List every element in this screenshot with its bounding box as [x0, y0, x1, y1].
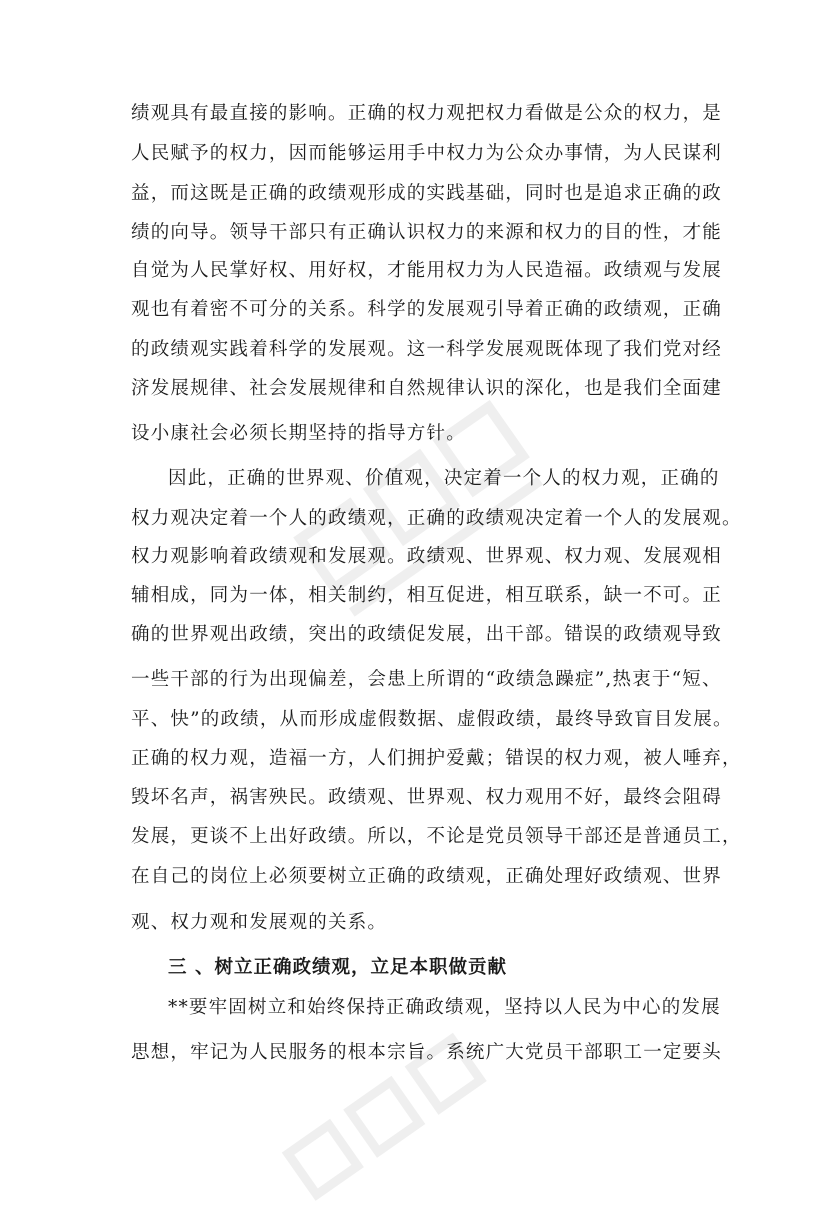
paragraph2-line-8: 正确的权力观，造福一方，人们拥护爱戴；错误的权力观，被人唾弃， — [131, 748, 742, 769]
paragraph2-line-5: 确的世界观出政绩，突出的政绩促发展，出干部。错误的政绩观导致 — [131, 624, 723, 645]
paragraph1-line-5: 自觉为人民掌好权、用好权，才能用权力为人民造福。政绩观与发展 — [131, 260, 723, 281]
paragraph2-line-7: 平、快”的政绩，从而形成虚假数据、虚假政绩，最终导致盲目发展。 — [131, 709, 733, 730]
paragraph1-line-4: 绩的向导。领导干部只有正确认识权力的来源和权力的目的性，才能 — [131, 222, 723, 243]
paragraph1-line-9: 设小康社会必须长期坚持的指导方针。 — [131, 423, 466, 444]
section3-line-2: 思想，牢记为人民服务的根本宗旨。系统广大党员干部职工一定要头 — [131, 1042, 723, 1063]
paragraph1-line-6: 观也有着密不可分的关系。科学的发展观引导着正确的政绩观，正确 — [131, 299, 723, 320]
paragraph1-line-1: 绩观具有最直接的影响。正确的权力观把权力看做是公众的权力，是 — [131, 103, 723, 124]
paragraph2-line-11: 在自己的岗位上必须要树立正确的政绩观，正确处理好政绩观、世界 — [131, 866, 723, 887]
paragraph1-line-7: 的政绩观实践着科学的发展观。这一科学发展观既体现了我们党对经 — [131, 339, 723, 360]
paragraph2-line-3: 权力观影响着政绩观和发展观。政绩观、世界观、权力观、发展观相 — [131, 546, 723, 567]
paragraph1-line-3: 益，而这既是正确的政绩观形成的实践基础，同时也是追求正确的政 — [131, 183, 723, 204]
paragraph2-line-12: 观、权力观和发展观的关系。 — [131, 912, 388, 933]
paragraph2-line-9: 毁坏名声，祸害殃民。政绩观、世界观、权力观用不好，最终会阻碍 — [131, 787, 723, 808]
paragraph2-line-6: 一些干部的行为出现偏差，会患上所谓的“政绩急躁症”,热衷于“短、 — [131, 669, 722, 690]
paragraph2-line-10: 发展，更谈不上出好政绩。所以，不论是党员领导干部还是普通员工， — [131, 826, 742, 847]
section3-line-1: **要牢固树立和始终保持正确政绩观，坚持以人民为中心的发展 — [168, 997, 721, 1018]
paragraph1-line-8: 济发展规律、社会发展规律和自然规律认识的深化，也是我们全面建 — [131, 378, 723, 399]
section-heading: 三 、树立正确政绩观，立足本职做贡献 — [168, 957, 507, 978]
paragraph2-line-2: 权力观决定着一个人的政绩观，正确的政绩观决定着一个人的发展观。 — [131, 508, 742, 529]
paragraph2-line-1: 因此，正确的世界观、价值观，决定着一个人的权力观，正确的 — [168, 468, 720, 489]
paragraph1-line-2: 人民赋予的权力，因而能够运用手中权力为公众办事情，为人民谋利 — [131, 143, 723, 164]
paragraph2-line-4: 辅相成，同为一体，相关制约，相互促进，相互联系，缺一不可。正 — [131, 585, 723, 606]
